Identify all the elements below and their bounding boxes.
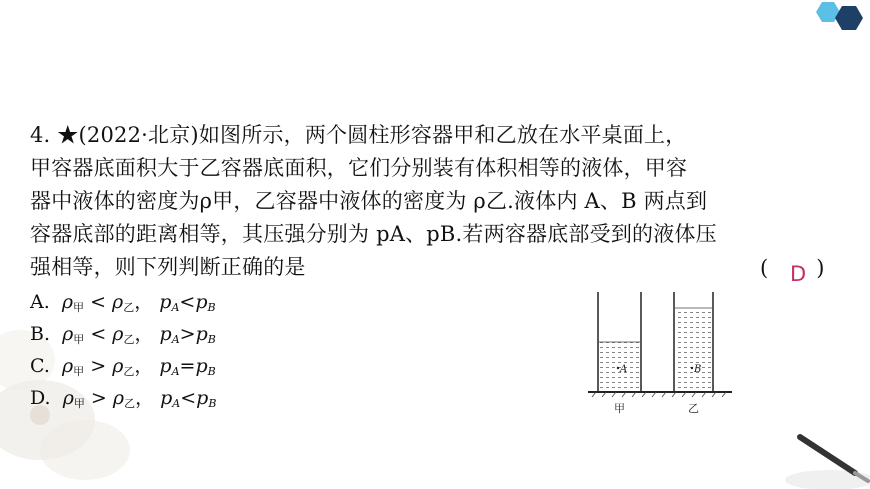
- question-line-3: 器中液体的密度为ρ甲，乙容器中液体的密度为 ρ乙.液体内 A、B 两点到: [30, 189, 708, 213]
- question-line-1: 4. ★(2022·北京)如图所示，两个圆柱形容器甲和乙放在水平桌面上，: [30, 123, 687, 147]
- option-c[interactable]: C. $\rho_甲 > \rho_乙$， $p_A=p_B$: [30, 355, 216, 378]
- hexagon-decoration-icon: [800, 0, 870, 40]
- option-b[interactable]: B. $\rho_甲 < \rho_乙$， $p_A>p_B$: [30, 323, 216, 346]
- question-line-2: 甲容器底面积大于乙容器底面积，它们分别装有体积相等的液体，甲容: [30, 156, 688, 180]
- answer-letter: D: [790, 262, 807, 286]
- point-b-label: B: [694, 364, 702, 375]
- question-line-4: 容器底部的距离相等，其压强分别为 pA、pB.若两容器底部受到的液体压: [30, 222, 717, 246]
- point-b-dot: [691, 367, 693, 369]
- containers-figure: [582, 290, 742, 420]
- answer-parentheses: ( ): [760, 256, 825, 280]
- liquid-yi: [675, 308, 712, 392]
- question-line-5: 强相等，则下列判断正确的是: [30, 255, 306, 279]
- label-yi: 乙: [688, 402, 699, 415]
- point-a-dot: [617, 367, 619, 369]
- brush-decoration-icon: [780, 425, 870, 489]
- label-jia: 甲: [614, 402, 625, 415]
- option-d[interactable]: D. $\rho_甲 > \rho_乙$， $p_A<p_B$: [30, 387, 217, 410]
- option-a[interactable]: A. $\rho_甲 < \rho_乙$， $p_A<p_B$: [30, 291, 216, 314]
- point-a-label: A: [620, 364, 628, 375]
